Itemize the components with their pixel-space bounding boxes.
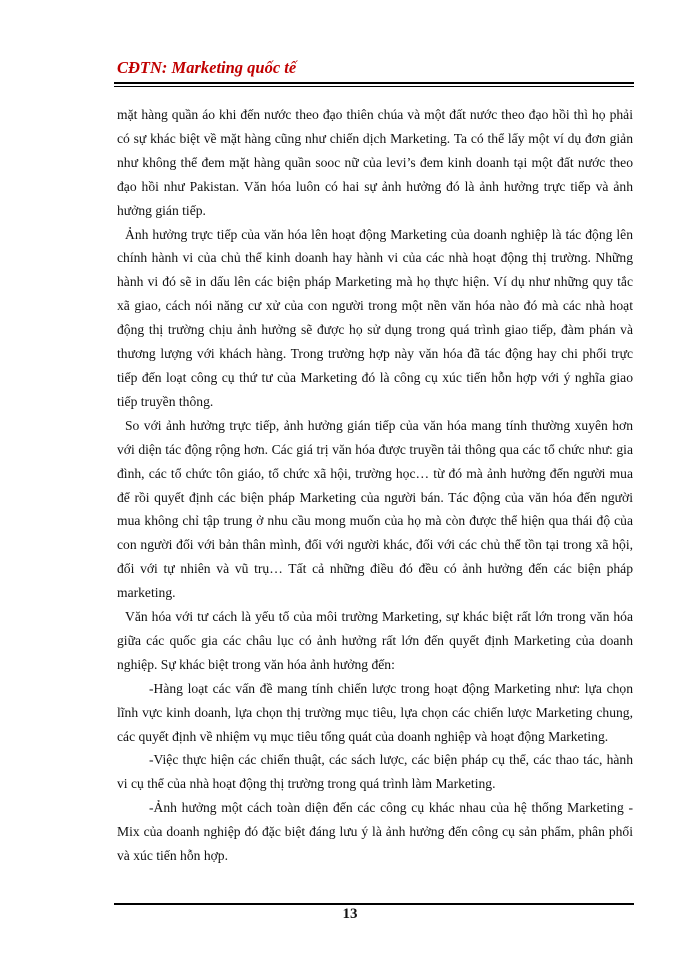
paragraph-indirect-influence: So với ảnh hưởng trực tiếp, ảnh hưởng gián tiếp của văn hóa mang tính thường xuyên hơn với diện tác động rộng hơn. Các giá trị văn hóa được truyền tải thông qua các tổ chức như: gia đình, các tổ chức tôn giáo, tổ chức xã hội, trường học… từ đó mà ảnh hưởng đến người mua để rồi quyết định các biện pháp Marketing của người bán. Tác động của văn hóa đến người mua không chỉ tập trung ở nhu cầu mong muốn của họ mà còn được thể hiện qua thái độ của con người đối với bản thân mình, đối với người khác, đối với các chủ thể tồn tại trong xã hội, đối với tự nhiên và vũ trụ… Tất cả những điều đó đều có ảnh hưởng đến các biện pháp marketing. bbox=[117, 417, 633, 601]
paragraph-culture-environment: Văn hóa với tư cách là yếu tố của môi trường Marketing, sự khác biệt rất lớn trong văn hóa giữa các quốc gia các châu lục có ảnh hưởng rất lớn đến quyết định Marketing của doanh nghiệp. Sự khác biệt trong văn hóa ảnh hưởng đến: bbox=[117, 609, 633, 672]
list-item-tactics: -Việc thực hiện các chiến thuật, các sách lược, các biện pháp cụ thể, các thao tác, hành vi cụ thể của nhà hoạt động thị trường trong quá trình làm Marketing. bbox=[117, 752, 633, 792]
list-item-marketing-mix: -Ảnh hưởng một cách toàn diện đến các công cụ khác nhau của hệ thống Marketing - Mix của doanh nghiệp đó đặc biệt đáng lưu ý là ảnh hưởng đến công cụ sản phẩm, phân phối và xúc tiến hỗn hợp. bbox=[117, 800, 633, 864]
page-number: 13 bbox=[342, 906, 358, 922]
paragraph-continuation: mặt hàng quần áo khi đến nước theo đạo thiên chúa và một đất nước theo đạo hồi thì họ phải có sự khác biệt về mặt hàng cũng như chiến dịch Marketing. Ta có thể lấy một ví dụ đơn giản như không thể đem mặt hàng quần sooc nữ của levi’s đem kinh doanh tại một đất nước theo đạo hồi như Pakistan. Văn hóa luôn có hai sự ảnh hưởng đó là ảnh hưởng trực tiếp và ảnh hưởng gián tiếp. bbox=[117, 107, 633, 218]
running-header: CĐTN: Marketing quốc tế bbox=[117, 58, 297, 77]
header-rule-thick bbox=[114, 82, 634, 84]
header-rule-thin bbox=[114, 86, 634, 87]
document-body bbox=[117, 103, 633, 868]
footer-rule bbox=[114, 903, 634, 905]
list-item-strategic-issues: -Hàng loạt các vấn đề mang tính chiến lược trong hoạt động Marketing như: lựa chọn lĩnh vực kinh doanh, lựa chọn thị trường mục tiêu, lựa chọn các chiến lược Marketing chung, các quyết định về nhiệm vụ mục tiêu tổng quát của doanh nghiệp và hoạt động Marketing. bbox=[117, 680, 633, 744]
paragraph-direct-influence: Ảnh hưởng trực tiếp của văn hóa lên hoạt động Marketing của doanh nghiệp là tác động lên chính hành vi của chủ thể kinh doanh hay hành vi của các nhà hoạt động thị trường. Những hành vi đó sẽ in dấu lên các biện pháp Marketing mà họ thực hiện. Ví dụ như những quy tắc xã giao, cách nói năng cư xử của con người trong một nền văn hóa nào đó mà các nhà hoạt động thị trường chịu ảnh hưởng sẽ được họ sử dụng trong quá trình giao tiếp, đàm phán và thương lượng với khách hàng. Trong trường hợp này văn hóa đã tác động hay chi phối trực tiếp đến loạt công cụ thứ tư của Marketing đó là công cụ xúc tiến hỗn hợp với ý nghĩa giao tiếp truyền thông. bbox=[117, 226, 633, 409]
